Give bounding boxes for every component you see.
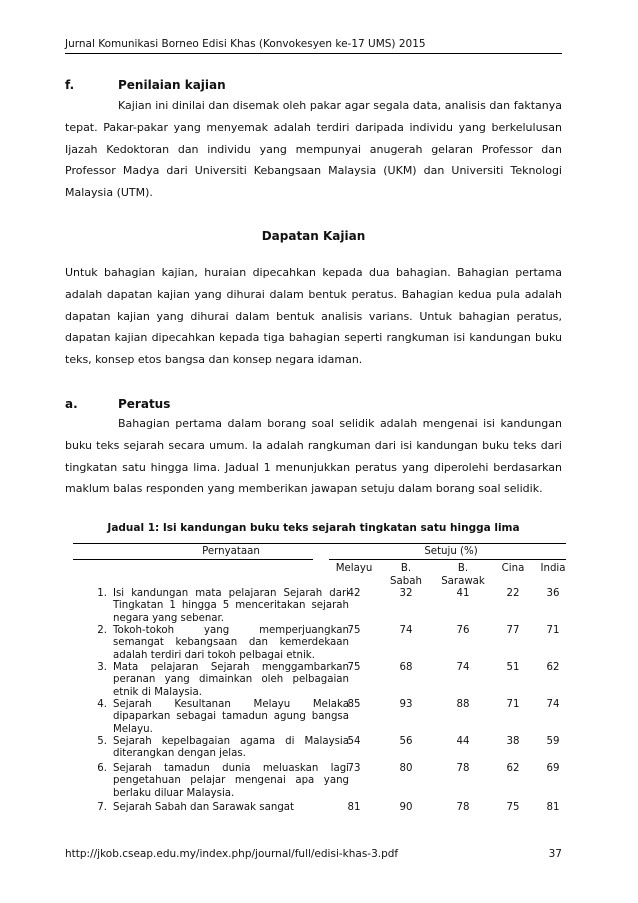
- value-india: 69: [546, 763, 560, 774]
- value-india: 59: [546, 736, 560, 747]
- row-number: 6.: [97, 763, 107, 774]
- row-statement: Tokoh-tokoh yang memperjuangkan semangat kebangsaan dan kemerdekaan adalah terdiri dari tokoh pelbagai etnik.: [113, 625, 349, 661]
- col-sarawak-line2: Sarawak: [441, 576, 485, 587]
- row-statement: Isi kandungan mata pelajaran Sejarah dari Tingkatan 1 hingga 5 menceritakan sejarah negara yang sebenar.: [113, 588, 349, 624]
- value-sabah: 93: [399, 699, 413, 710]
- page-number: 37: [548, 848, 562, 860]
- table-caption: Jadual 1: Isi kandungan buku teks sejarah tingkatan satu hingga lima: [107, 522, 520, 534]
- col-sarawak-line1: B.: [457, 563, 469, 574]
- findings-paragraph: Untuk bahagian kajian, huraian dipecahkan kepada dua bahagian. Bahagian pertama adalah dapatan kajian yang dihurai dalam bentuk peratus. Bahagian kedua pula adalah dapatan kajian yang dihurai dalam bentuk analisis varians. Untuk bahagian peratus, dapatan kajian dipecahkan kepada tiga bahagian seperti rangkuman isi kandungan buku teks, konsep etos bangsa dan konsep negara idaman.: [65, 266, 562, 367]
- col-sabah-line2: Sabah: [390, 576, 422, 587]
- col-sabah-line1: B.: [400, 563, 412, 574]
- value-cina: 51: [506, 662, 520, 673]
- header-statement: Pernyataan: [202, 546, 260, 557]
- footer-url: http://jkob.cseap.edu.my/index.php/journal/full/edisi-khas-3.pdf: [65, 848, 399, 860]
- section-f-title: Penilaian kajian: [118, 78, 226, 92]
- value-melayu: 75: [347, 662, 361, 673]
- value-sabah: 74: [399, 625, 413, 636]
- value-sarawak: 78: [456, 802, 470, 813]
- value-sabah: 56: [399, 736, 413, 747]
- value-cina: 71: [506, 699, 520, 710]
- value-melayu: 81: [347, 802, 361, 813]
- row-statement: Sejarah kepelbagaian agama di Malaysia diterangkan dengan jelas.: [113, 736, 349, 760]
- value-sabah: 80: [399, 763, 413, 774]
- value-india: 81: [546, 802, 560, 813]
- row-statement: Sejarah Kesultanan Melayu Melaka dipaparkan sebagai tamadun agung bangsa Melayu.: [113, 699, 349, 735]
- value-india: 36: [546, 588, 560, 599]
- table-top-rule: [73, 543, 566, 544]
- row-number: 2.: [97, 625, 107, 636]
- header-rule: [65, 53, 562, 54]
- header-agree-group: Setuju (%): [424, 546, 478, 557]
- findings-heading: Dapatan Kajian: [261, 229, 366, 243]
- col-india: India: [540, 563, 566, 574]
- value-melayu: 42: [347, 588, 361, 599]
- row-statement: Sejarah tamadun dunia meluaskan lagi pengetahuan pelajar mengenai apa yang berlaku diluar Malaysia.: [113, 763, 349, 799]
- value-cina: 77: [506, 625, 520, 636]
- value-india: 74: [546, 699, 560, 710]
- running-header: Jurnal Komunikasi Borneo Edisi Khas (Konvokesyen ke-17 UMS) 2015: [65, 38, 426, 50]
- value-melayu: 73: [347, 763, 361, 774]
- value-sabah: 32: [399, 588, 413, 599]
- col-cina: Cina: [501, 563, 525, 574]
- value-melayu: 85: [347, 699, 361, 710]
- value-melayu: 75: [347, 625, 361, 636]
- header-rule-right: [329, 559, 566, 560]
- value-melayu: 54: [347, 736, 361, 747]
- row-number: 1.: [97, 588, 107, 599]
- value-sarawak: 41: [456, 588, 470, 599]
- section-f-letter: f.: [65, 78, 75, 92]
- value-sabah: 90: [399, 802, 413, 813]
- value-sarawak: 78: [456, 763, 470, 774]
- col-melayu: Melayu: [335, 563, 373, 574]
- row-statement: Mata pelajaran Sejarah menggambarkan peranan yang dimainkan oleh pelbagaian etnik di Malaysia.: [113, 662, 349, 698]
- value-sabah: 68: [399, 662, 413, 673]
- value-sarawak: 88: [456, 699, 470, 710]
- row-number: 3.: [97, 662, 107, 673]
- value-cina: 22: [506, 588, 520, 599]
- value-india: 71: [546, 625, 560, 636]
- value-cina: 38: [506, 736, 520, 747]
- row-number: 4.: [97, 699, 107, 710]
- row-number: 7.: [97, 802, 107, 813]
- value-sarawak: 76: [456, 625, 470, 636]
- value-cina: 62: [506, 763, 520, 774]
- row-number: 5.: [97, 736, 107, 747]
- section-a-title: Peratus: [118, 397, 171, 411]
- value-cina: 75: [506, 802, 520, 813]
- value-india: 62: [546, 662, 560, 673]
- section-f-paragraph: Kajian ini dinilai dan disemak oleh pakar agar segala data, analisis dan faktanya tepat. Pakar-pakar yang menyemak adalah terdiri daripada individu yang berkelulusan Ijazah Kedoktoran dan individu yang mempunyai anugerah gelaran Professor dan Professor Madya dari Universiti Kebangsaan Malaysia (UKM) dan Universiti Teknologi Malaysia (UTM).: [65, 99, 562, 200]
- header-rule-left: [73, 559, 313, 560]
- value-sarawak: 74: [456, 662, 470, 673]
- value-sarawak: 44: [456, 736, 470, 747]
- section-a-paragraph: Bahagian pertama dalam borang soal selidik adalah mengenai isi kandungan buku teks sejarah secara umum. Ia adalah rangkuman dari isi kandungan buku teks dari tingkatan satu hingga lima. Jadual 1 menunjukkan peratus yang diperolehi berdasarkan maklum balas responden yang memberikan jawapan setuju dalam borang soal selidik.: [65, 417, 562, 496]
- section-a-letter: a.: [65, 397, 78, 411]
- row-statement: Sejarah Sabah dan Sarawak sangat: [113, 802, 295, 813]
